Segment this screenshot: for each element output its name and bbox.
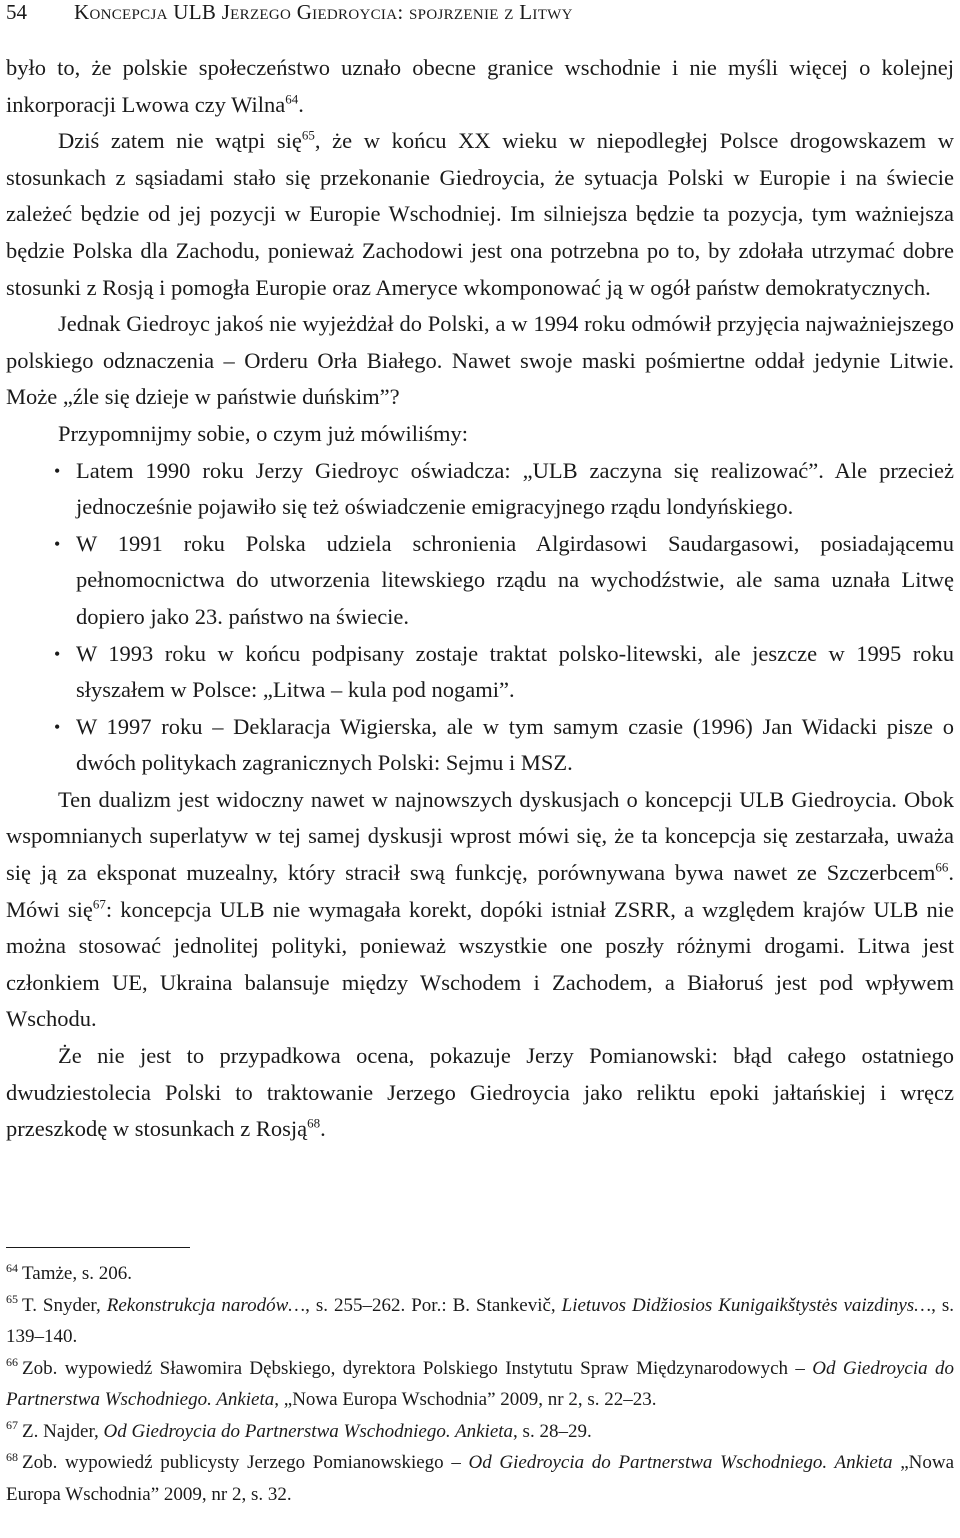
footnote: $^{65}$ T. Snyder, Rekonstrukcja narodów…, s. 255–262. Por.: B. Stankevič, Lietuvos Didžiosios Kunigaikštystės vaizdinys…, s. 139–140. <box>6 1292 954 1347</box>
list-item: • W 1993 roku w końcu podpisany zostaje traktat polsko-litewski, ale jeszcze w 1995 roku słyszałem w Polsce: „Litwa – kula pod nogami”. <box>76 636 954 709</box>
footnote: $^{67}$ Z. Najder, Od Giedroycia do Partnerstwa Wschodniego. Ankieta, s. 28–29. <box>6 1418 592 1442</box>
paragraph: Że nie jest to przypadkowa ocena, pokazuje Jerzy Pomianowski: błąd całego ostatniego dwudziestolecia Polski to traktowanie Jerzego Giedroycia jako reliktu epoki jałtańskiej i wręcz przeszkodę w stosunkach z Rosją$^{68}$. <box>6 1043 954 1142</box>
bullet-icon: • <box>54 533 61 554</box>
paragraph: Przypomnijmy sobie, o czym już mówiliśmy: <box>58 420 468 446</box>
footnote-ref[interactable]: 66 <box>935 859 949 875</box>
footnote-number: 67 <box>6 1418 18 1433</box>
list-item: • Latem 1990 roku Jerzy Giedroyc oświadcza: „ULB zaczyna się realizować”. Ale przecież jednocześnie pojawiło się też oświadczenie emigracyjnego rządu londyńskiego. <box>76 453 954 526</box>
main-text <box>6 50 954 1148</box>
footnote: $^{66}$ Zob. wypowiedź Sławomira Dębskiego, dyrektora Polskiego Instytutu Spraw Międzynarodowych – Od Giedroycia do Partnerstwa Wschodniego. Ankieta, „Nowa Europa Wschodnia” 2009, nr 2, s. 22–23. <box>6 1355 954 1410</box>
paragraph: Dziś zatem nie wątpi się$^{65}$, że w końcu XX wieku w niepodległej Polsce drogowskazem w stosunkach z sąsiadami stało się przekonanie Giedroycia, że sytuacja Polski w Europie i na świecie zależeć będzie od jej pozycji w Europie Wschodniej. Im silniejsza będzie ta pozycja, tym ważniejsza będzie Polska dla Zachodu, ponieważ Zachodowi jest ona potrzebna po to, by zdołała utrzymać dobre stosunki z Rosją i pomogła Europie oraz Ameryce wkomponować ją w ogół państw demokratycznych. <box>6 127 955 300</box>
paragraph: Ten dualizm jest widoczny nawet w najnowszych dyskusjach o koncepcji ULB Giedroycia. Obok wspomnianych superlatyw w tej samej dyskusji wprost mówi się, że ta koncepcja się zestarzała, uważa się ją za eksponat muzealny, który stracił swą funkcję, porównywana bywa nawet ze Szczerbcem$^{66}$. Mówi się$^{67}$: koncepcja ULB nie wymagała korekt, dopóki istniał ZSRR, a względem krajów ULB nie można stosować jednolitej polityki, ponieważ wszystkie one poszły różnymi drogami. Litwa jest członkiem UE, Ukraina balansuje między Wschodem i Zachodem, a Białoruś jest pod wpływem Wschodu. <box>6 786 954 1032</box>
bullet-icon: • <box>54 643 61 664</box>
footnote-number: 66 <box>6 1355 18 1370</box>
footnote-number: 68 <box>6 1449 18 1464</box>
footnote-number: 65 <box>6 1292 18 1307</box>
footnote-ref[interactable]: 65 <box>301 127 315 143</box>
list-item: • W 1991 roku Polska udziela schronienia Algirdasowi Saudargasowi, posiadającemu pełnomocnictwa do utworzenia litewskiego rządu na wychodźstwie, ale sama uznała Litwę dopiero jako 23. państwo na świecie. <box>76 526 954 636</box>
footnote-ref[interactable]: 67 <box>92 896 106 912</box>
footnote-divider <box>6 1247 190 1248</box>
footnote: $^{68}$ Zob. wypowiedź publicysty Jerzego Pomianowskiego – Od Giedroycia do Partnerstwa Wschodniego. Ankieta „Nowa Europa Wschodnia” 2009, nr 2, s. 32. <box>6 1449 954 1505</box>
page-header <box>6 0 940 40</box>
bullet-icon: • <box>54 716 61 737</box>
list-item: • W 1997 roku – Deklaracja Wigierska, ale w tym samym czasie (1996) Jan Widacki pisze o dwóch politykach zagranicznych Polski: Sejmu i MSZ. <box>76 709 954 782</box>
paragraph: było to, że polskie społeczeństwo uznało obecne granice wschodnie i nie myśli więcej o kolejnej inkorporacji Lwowa czy Wilna$^{64}$. <box>6 55 954 117</box>
footnote-ref[interactable]: 68 <box>307 1115 321 1131</box>
footnote-number: 64 <box>6 1260 18 1275</box>
bullet-list <box>6 453 954 782</box>
footnote-ref[interactable]: 64 <box>285 91 299 107</box>
page-number: 54 <box>6 0 27 24</box>
footnote: $^{64}$ Tamże, s. 206. <box>6 1260 133 1284</box>
bullet-icon: • <box>54 460 61 481</box>
paragraph: Jednak Giedroyc jakoś nie wyjeżdżał do Polski, a w 1994 roku odmówił przyjęcia najważniejszego polskiego odznaczenia – Orderu Orła Białego. Nawet swoje maski pośmiertne oddał jedynie Litwie. Może „źle się dzieje w państwie duńskim”? <box>6 311 954 410</box>
running-title: Koncepcja ULB Jerzego Giedroycia: spojrzenie z Litwy <box>74 0 573 24</box>
footnotes <box>6 1258 954 1510</box>
